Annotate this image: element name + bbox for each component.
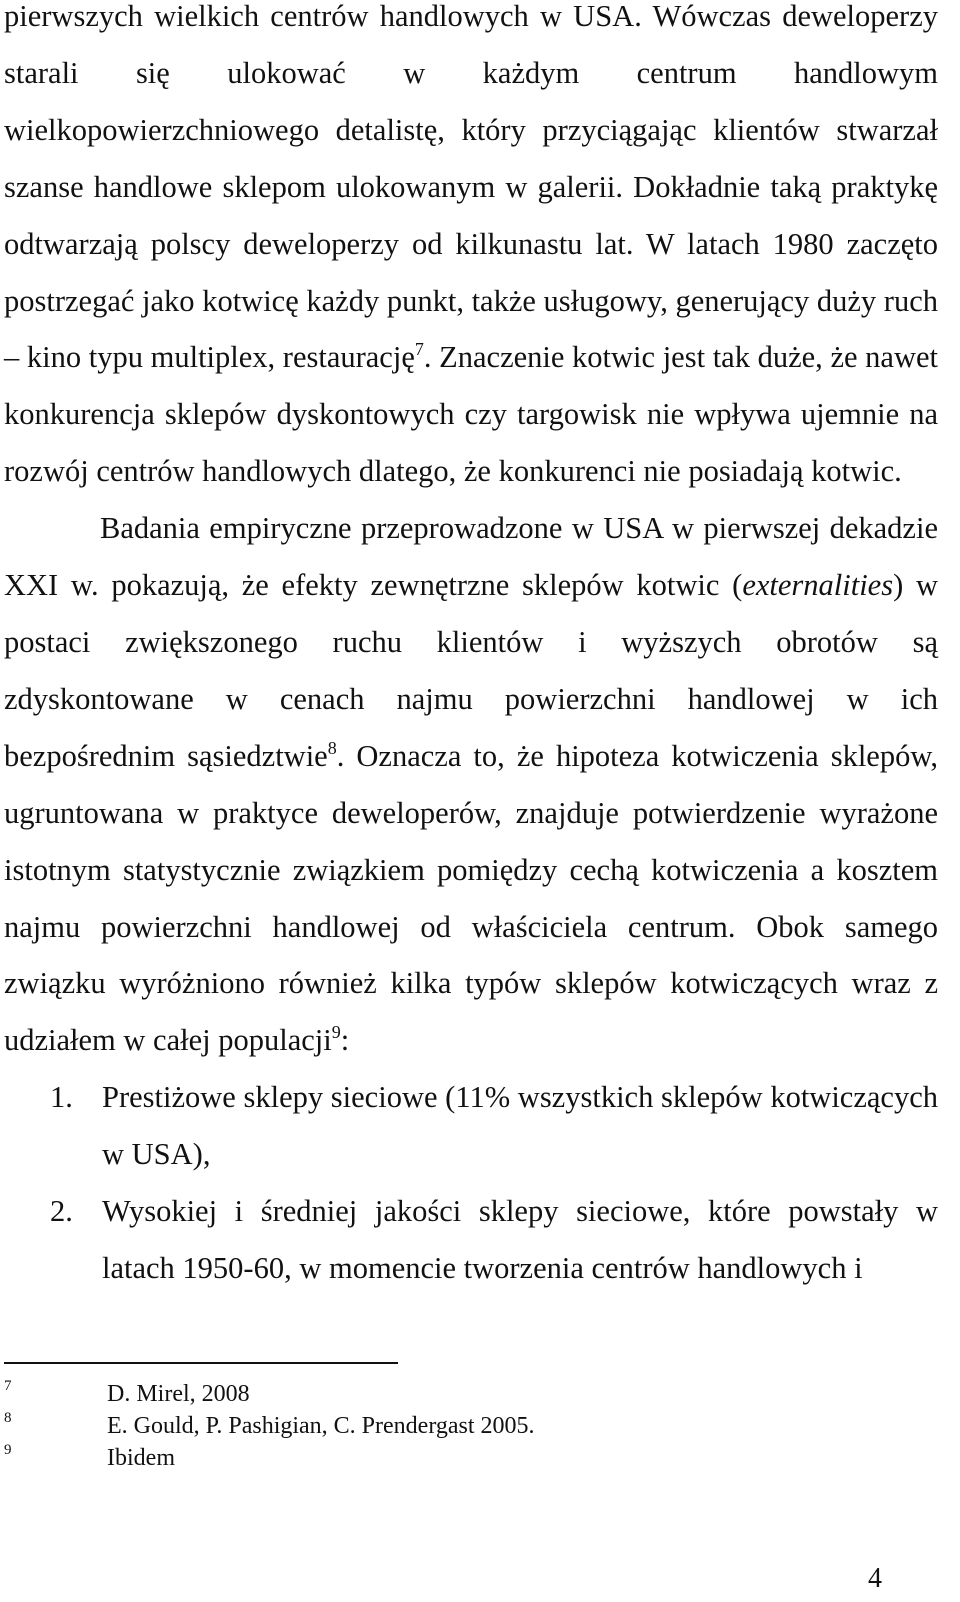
footnote (4, 1442, 535, 1474)
paragraph-1-text-b: . Znaczenie kotwic jest tak duże, że nawet konkurencja sklepów dyskontowych czy targowisk nie wpływa ujemnie na rozwój centrów handlowych dlatego, że konkurenci nie posiadają kotwic. (4, 340, 938, 489)
footnote-text: Ibidem (107, 1445, 175, 1471)
paragraph-1-text-a: pierwszych wielkich centrów handlowych w USA. Wówczas deweloperzy starali się ulokować w każdym centrum handlowym wielkopowierzchniowego detalistę, który przyciągając klientów stwarzał szanse handlowe sklepom ulokowanym w galerii. Dokładnie taką praktykę odtwarzają polscy deweloperzy od kilkunastu lat. W latach 1980 zaczęto postrzegać jako kotwicę każdy punkt, także usługowy, generujący duży ruch – kino typu multiplex, restaurację (4, 0, 938, 375)
footnote-ref-9[interactable]: 9 (331, 1022, 341, 1043)
footnotes (4, 1378, 535, 1474)
list-item (4, 1183, 938, 1297)
paragraph-2-text-b: ) w postaci zwiększonego ruchu klientów i wyższych obrotów są zdyskontowane w cenach najmu powierzchni handlowej w ich bezpośrednim sąsiedztwie (4, 568, 938, 773)
list-item-text: Prestiżowe sklepy sieciowe (11% wszystkich sklepów kotwiczących w USA), (102, 1080, 938, 1172)
list-item-text: Wysokiej i średniej jakości sklepy sieciowe, które powstały w latach 1950-60, w momencie tworzenia centrów handlowych i (102, 1194, 938, 1285)
anchor-store-types-list (4, 1069, 938, 1297)
footnote-ref-7[interactable]: 7 (414, 339, 424, 360)
footnote-ref-8[interactable]: 8 (327, 737, 337, 758)
footnote-text: E. Gould, P. Pashigian, C. Prendergast 2005. (107, 1413, 535, 1439)
paragraph-2-italic-term: externalities (742, 568, 894, 603)
paragraph-2-text-d: : (340, 1023, 350, 1058)
paragraph-2 (4, 500, 938, 1069)
list-item-number: 2. (50, 1194, 73, 1229)
paragraph-1 (4, 0, 938, 500)
footnote (4, 1410, 535, 1442)
list-item (4, 1069, 938, 1183)
paragraph-2-text-a: Badania empiryczne przeprowadzone w USA w pierwszej dekadzie XXI w. pokazują, że efekty zewnętrzne sklepów kotwic ( (4, 511, 938, 603)
footnote-number: 8 (4, 1410, 12, 1426)
page-number: 4 (868, 1563, 882, 1594)
footnote-number: 7 (4, 1378, 12, 1394)
footnote-separator (4, 1362, 398, 1364)
footnote-number: 9 (4, 1442, 12, 1458)
list-item-number: 1. (50, 1080, 73, 1115)
paragraph-2-text-c: . Oznacza to, że hipoteza kotwiczenia sklepów, ugruntowana w praktyce deweloperów, znajduje potwierdzenie wyrażone istotnym statystycznie związkiem pomiędzy cechą kotwiczenia a kosztem najmu powierzchni handlowej od właściciela centrum. Obok samego związku wyróżniono również kilka typów sklepów kotwiczących wraz z udziałem w całej populacji (4, 738, 938, 1058)
footnote-text: D. Mirel, 2008 (107, 1381, 250, 1407)
body-text (4, 0, 938, 1297)
footnote (4, 1378, 535, 1410)
